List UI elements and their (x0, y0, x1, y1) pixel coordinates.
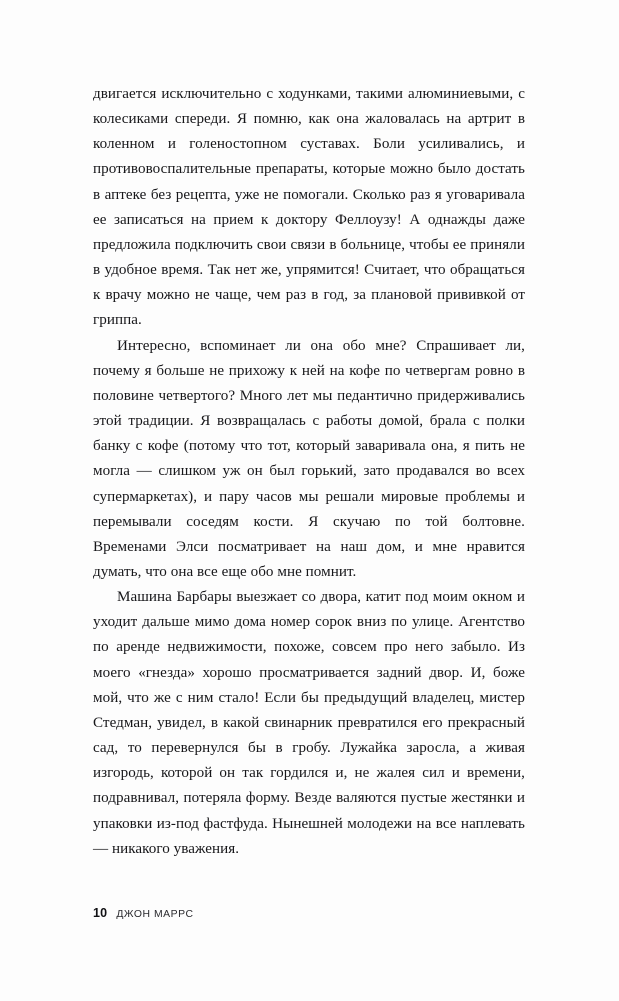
paragraph-2: Интересно, вспоминает ли она обо мне? Спрашивает ли, почему я больше не прихожу к ней на кофе по четвергам ровно в половине четвертого? Много лет мы педантично придерживались этой традиции. Я возвращалась с работы домой, брала с полки банку с кофе (потому что тот, который заваривала она, я пить не могла — слишком уж он был горький, зато продавался во всех супермаркетах), и пару часов мы решали мировые проблемы и перемывали соседям кости. Я скучаю по той болтовне. Временами Элси посматривает на наш дом, и мне нравится думать, что она все еще обо мне помнит. (93, 337, 525, 580)
running-head-author: ДЖОН МАРРС (116, 909, 194, 920)
body-text-column (93, 82, 525, 862)
paragraph-3: Машина Барбары выезжает со двора, катит под моим окном и уходит дальше мимо дома номер сорок вниз по улице. Агентство по аренде недвижимости, похоже, совсем про него забыло. Из моего «гнезда» хорошо просматривается задний двор. И, боже мой, что же с ним стало! Если бы предыдущий владелец, мистер Стедман, увидел, в какой свинарник превратился его прекрасный сад, то перевернулся бы в гробу. Лужайка заросла, а живая изгородь, которой он так гордился и, не жалея сил и времени, подравнивал, потеряла форму. Везде валяются пустые жестянки и упаковки из-под фастфуда. Нынешней молодежи на все наплевать — никакого уважения. (93, 589, 525, 857)
page-number: 10 (93, 906, 108, 920)
paragraph-1: двигается исключительно с ходунками, такими алюминиевыми, с колесиками спереди. Я помню, как она жаловалась на артрит в коленном и голеностопном суставах. Боли усиливались, и противовоспалительные препараты, которые можно было достать в аптеке без рецепта, уже не помогали. Сколько раз я уговаривала ее записаться на прием к доктору Феллоузу! А однажды даже предложила подключить свои связи в больнице, чтобы ее приняли в удобное время. Так нет же, упрямится! Считает, что обращаться к врачу можно не чаще, чем раз в год, за плановой прививкой от гриппа. (93, 86, 525, 329)
page-footer (93, 906, 194, 920)
